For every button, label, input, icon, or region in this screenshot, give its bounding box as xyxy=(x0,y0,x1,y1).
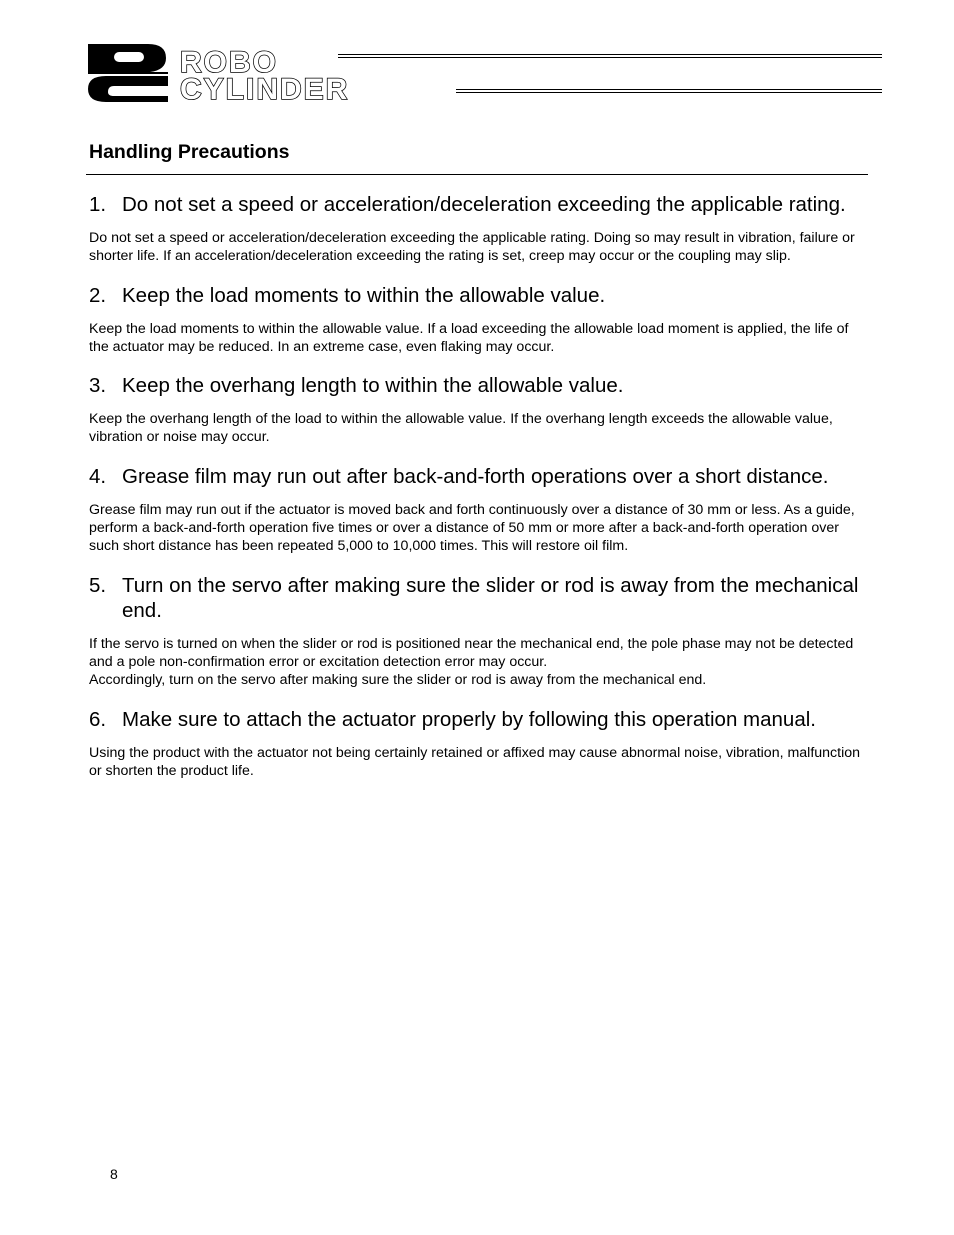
precaution-heading-text: Keep the load moments to within the allowable value. xyxy=(122,283,606,307)
logo-text-cylinder: CYLINDER xyxy=(180,73,350,106)
page-header xyxy=(0,0,954,110)
title-divider xyxy=(86,174,868,175)
precaution-body-paragraph: Grease film may run out if the actuator is moved back and forth continuously over a distance of 30 mm or less. As a guide, perform a back-and-forth operation five times or over a distance of 50 mm or more after a back-and-forth operation over such short distance has been repeated 5,000 to 10,000 times. This will restore oil film. xyxy=(89,501,855,555)
precaution-heading-text: Do not set a speed or acceleration/deceleration exceeding the applicable rating. xyxy=(122,193,846,216)
precaution-body-paragraph: If the servo is turned on when the slider or rod is positioned near the mechanical end, the pole phase may not be detected and a pole non-confirmation error or excitation detection error may occur. xyxy=(89,635,854,670)
precaution-number: 2. xyxy=(89,283,107,307)
page-number: 8 xyxy=(110,1166,118,1182)
header-rule-top xyxy=(338,54,882,58)
rc-logo-icon xyxy=(86,42,176,104)
precautions-list xyxy=(89,192,869,797)
precaution-body xyxy=(89,229,869,266)
precaution-number: 4. xyxy=(89,464,107,488)
precaution-body-paragraph: Do not set a speed or acceleration/deceleration exceeding the applicable rating. Doing so may result in vibration, failure or shorter life. If an acceleration/deceleration exceeding the rating is set, creep may occur or the coupling may slip. xyxy=(89,230,855,265)
precaution-body xyxy=(89,320,869,357)
precaution-body-paragraph: Accordingly, turn on the servo after making sure the slider or rod is away from the mechanical end. xyxy=(89,672,707,689)
precaution-heading xyxy=(89,707,869,732)
precaution-number: 3. xyxy=(89,374,107,398)
precaution-heading xyxy=(89,573,869,623)
precaution-body xyxy=(89,744,869,781)
precaution-heading-text: Grease film may run out after back-and-forth operations over a short distance. xyxy=(122,464,829,488)
precaution-body-paragraph: Using the product with the actuator not being certainly retained or affixed may cause abnormal noise, vibration, malfunction or shorten the product life. xyxy=(89,744,861,779)
section-title: Handling Precautions xyxy=(89,141,290,163)
precaution-body-paragraph: Keep the overhang length of the load to within the allowable value. If the overhang length exceeds the allowable value, vibration or noise may occur. xyxy=(89,411,833,446)
precaution-heading xyxy=(89,464,869,489)
precaution-heading-text: Make sure to attach the actuator properly by following this operation manual. xyxy=(122,707,816,731)
logo-text-robo: ROBO xyxy=(180,46,278,79)
precaution-heading xyxy=(89,283,869,308)
precaution-body xyxy=(89,410,869,447)
precaution-heading xyxy=(89,373,869,398)
precaution-heading-text: Keep the overhang length to within the allowable value. xyxy=(122,374,624,398)
precaution-heading-text: Turn on the servo after making sure the slider or rod is away from the mechanical end. xyxy=(122,573,859,622)
precaution-body xyxy=(89,635,869,690)
precaution-body xyxy=(89,501,869,556)
header-rule-bottom xyxy=(456,89,882,93)
precaution-number: 5. xyxy=(89,573,107,597)
precaution-heading xyxy=(89,192,869,217)
precaution-number: 1. xyxy=(89,193,107,216)
precaution-body-paragraph: Keep the load moments to within the allowable value. If a load exceeding the allowable load moment is applied, the life of the actuator may be reduced. In an extreme case, even flaking may occur. xyxy=(89,320,849,355)
precaution-number: 6. xyxy=(89,707,107,731)
